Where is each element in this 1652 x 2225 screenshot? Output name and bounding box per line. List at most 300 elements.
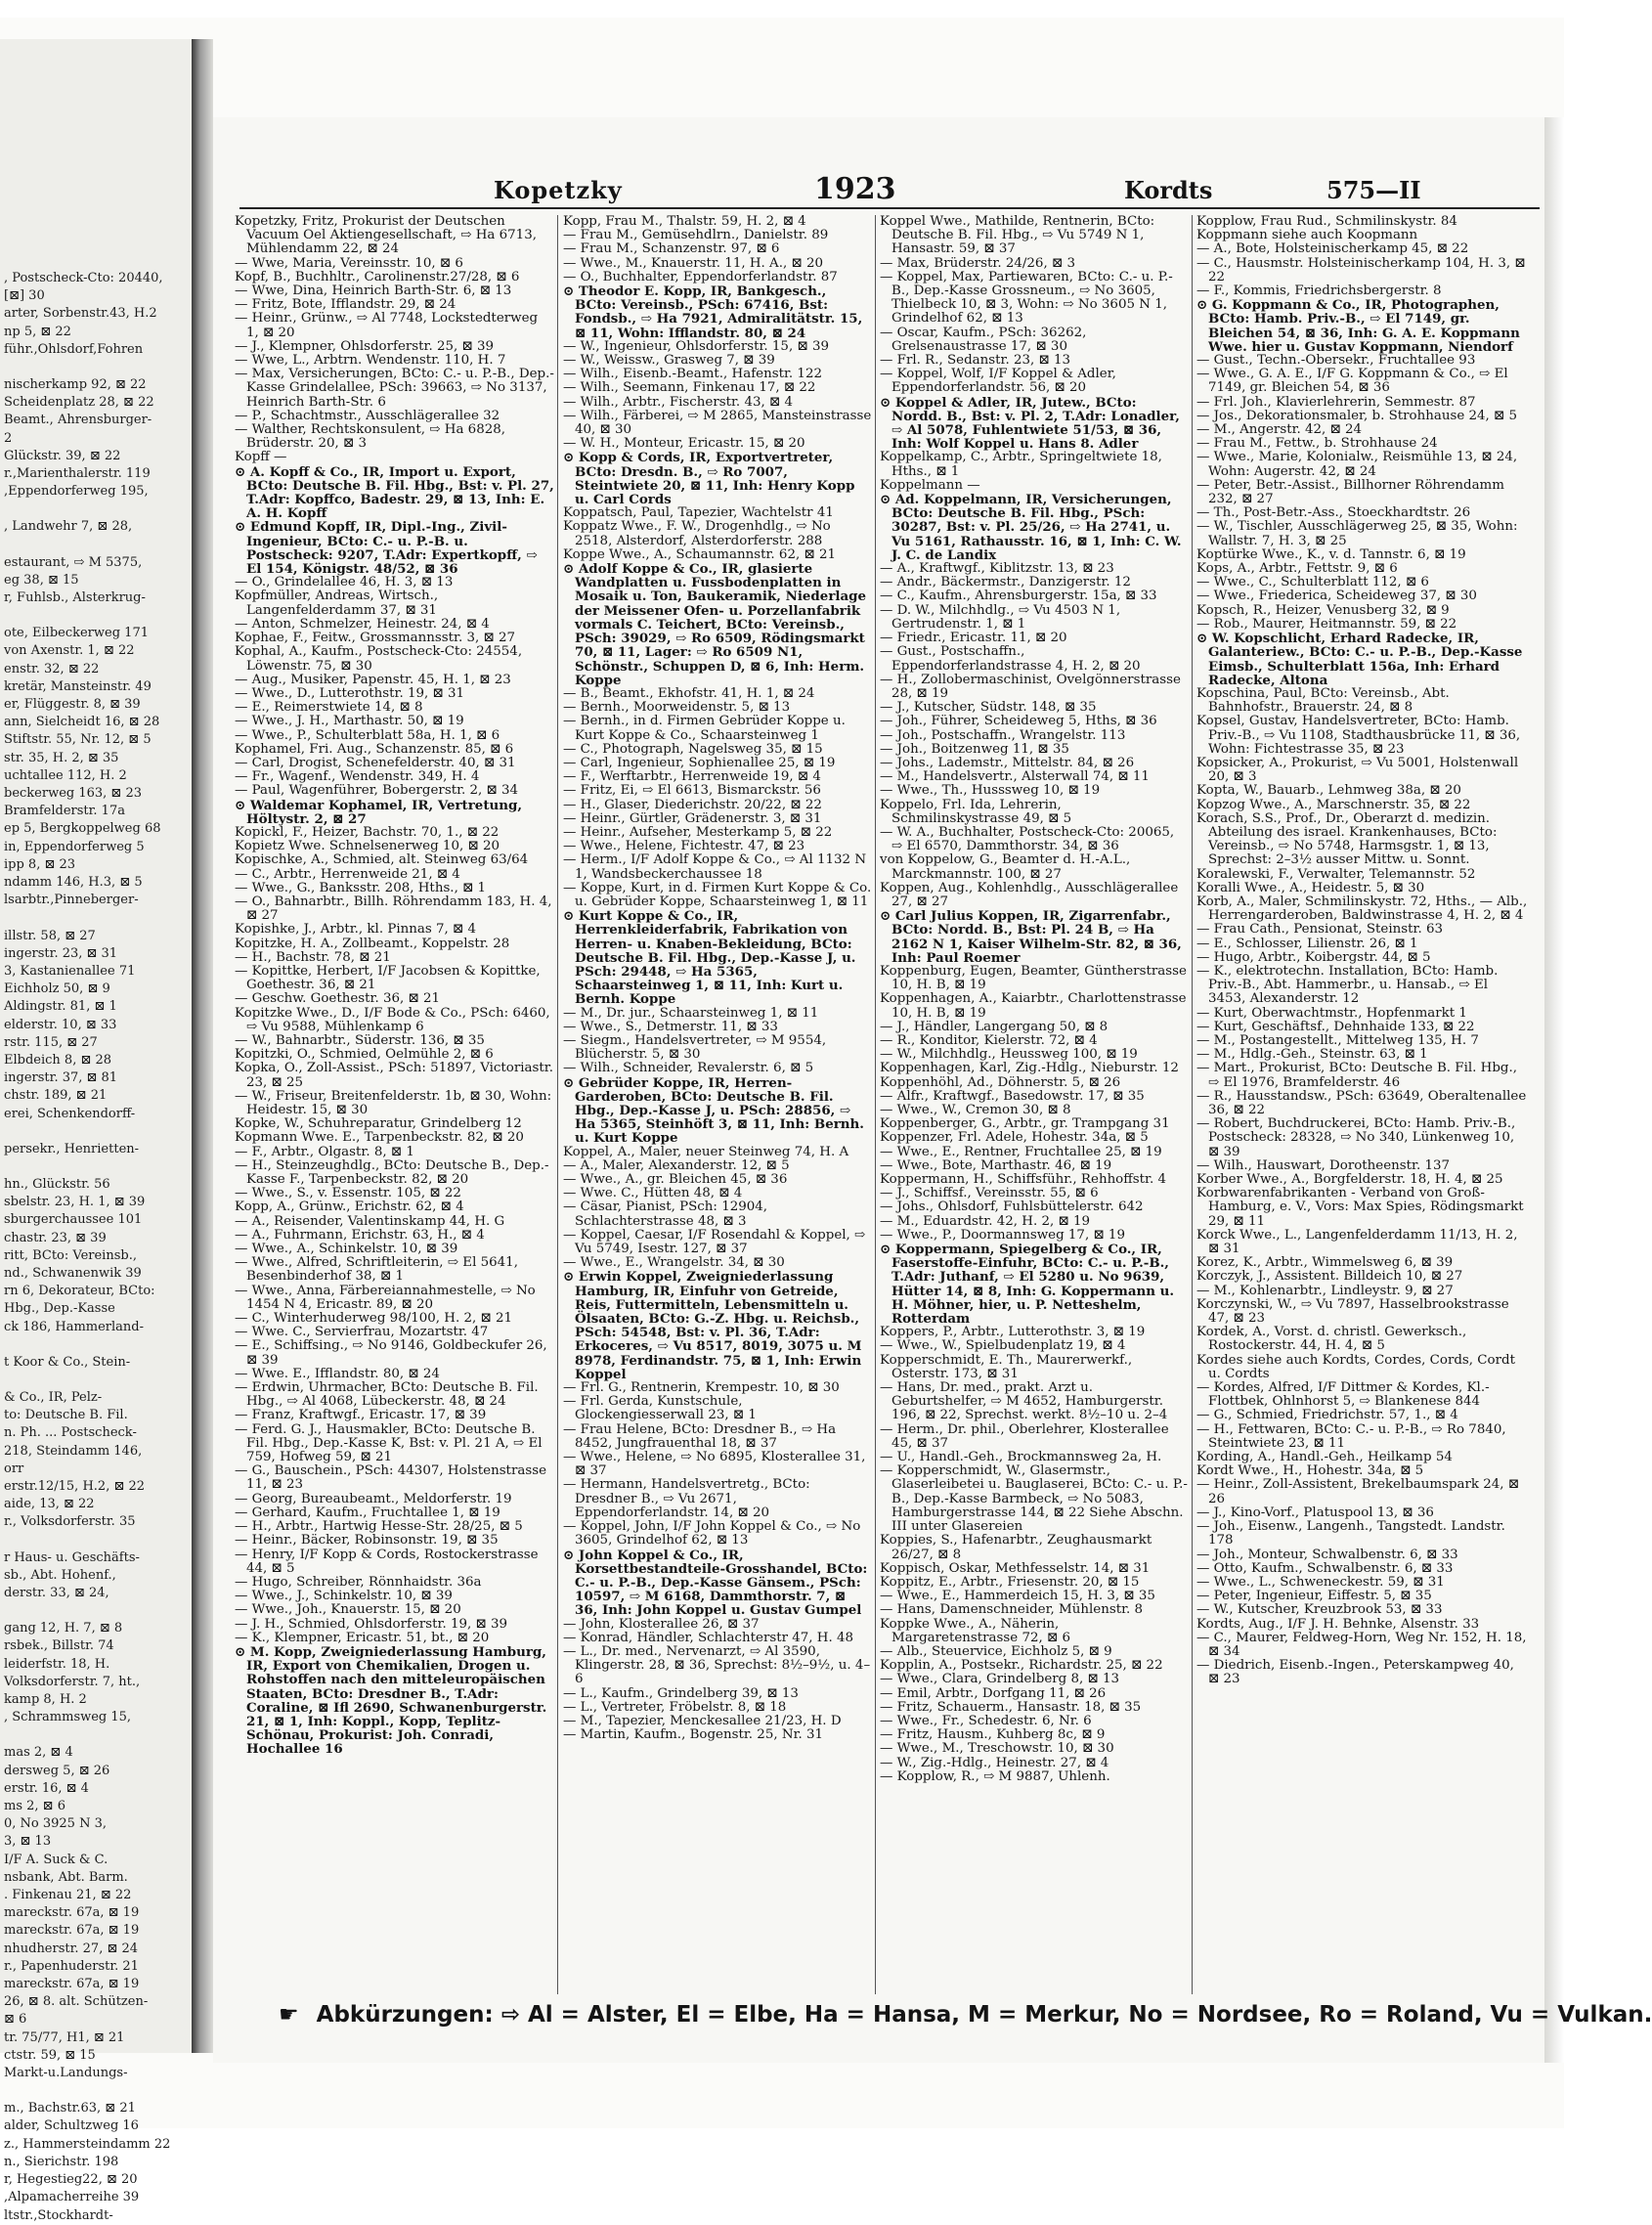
directory-entry: ⊙ Gebrüder Koppe, IR, Herren-Garderoben, BCto: Deutsche B. Fil. Hbg., Dep.-Kasse J, u. PSch: 28856, ⇨ Ha 5365, Steinhöft 3, ⊠ 11, Inh: Bernh. u. Kurt Koppe bbox=[563, 1074, 864, 1147]
directory-entry: Korber Wwe., A., Borgfelderstr. 18, H. 4, ⊠ 25 bbox=[1196, 1172, 1503, 1188]
directory-entry: — W. H., Monteur, Ericastr. 15, ⊠ 20 bbox=[563, 436, 805, 452]
directory-entry: — Emil, Arbtr., Dorfgang 11, ⊠ 26 bbox=[880, 1685, 1107, 1701]
directory-entry: Koppenburg, Eugen, Beamter, Güntherstrasse 10, H. B, ⊠ 19 bbox=[880, 963, 1187, 993]
directory-entry: Kopka, O., Zoll-Assist., PSch: 51897, Victoriastr. 23, ⊠ 25 bbox=[235, 1061, 553, 1090]
directory-entry: — J., Kutscher, Südstr. 148, ⊠ 35 bbox=[880, 700, 1097, 716]
directory-entry: — E., Reimerstwiete 14, ⊠ 8 bbox=[235, 700, 423, 716]
directory-entry: — Wilh., Seemann, Finkenau 17, ⊠ 22 bbox=[563, 380, 816, 396]
directory-entry: — Frl. Gerda, Kunstschule, Glockengiesserwall 23, ⊠ 1 bbox=[563, 1394, 757, 1423]
left-page-line: illstr. 58, ⊠ 27 bbox=[4, 928, 96, 943]
directory-entry: — W., Friseur, Breitenfelderstr. 1b, ⊠ 30, Wohn: Heidestr. 15, ⊠ 30 bbox=[235, 1088, 552, 1117]
directory-entry: — Otto, Kaufm., Schwalbenstr. 6, ⊠ 33 bbox=[1196, 1560, 1454, 1576]
directory-entry: — Friedr., Ericastr. 11, ⊠ 20 bbox=[880, 631, 1067, 646]
directory-entry: — G., Schmied, Friedrichstr. 57, 1., ⊠ 4 bbox=[1196, 1408, 1458, 1423]
directory-entry: Koppenzer, Frl. Adele, Hohestr. 34a, ⊠ 5 bbox=[880, 1130, 1149, 1146]
directory-entry: — Jos., Dekorationsmaler, b. Strohhause 24, ⊠ 5 bbox=[1196, 408, 1518, 423]
left-page-line: to: Deutsche B. Fil. bbox=[4, 1408, 128, 1423]
directory-entry: Kopitzke Wwe., D., I/F Bode & Co., PSch: 6460, ⇨ Vu 9588, Mühlenkamp 6 bbox=[235, 1005, 550, 1034]
left-page-line: Stiftstr. 55, Nr. 12, ⊠ 5 bbox=[4, 732, 152, 748]
left-page-line bbox=[4, 1372, 180, 1389]
left-page-line: er, Flüggestr. 8, ⊠ 39 bbox=[4, 697, 141, 713]
directory-entry: — Kurt, Oberwachtmstr., Hopfenmarkt 1 bbox=[1196, 1005, 1467, 1021]
directory-entry: Koppitz, E., Arbtr., Friesenstr. 20, ⊠ 15 bbox=[880, 1574, 1140, 1590]
directory-entry: — Joh., Eisenw., Langenh., Tangstedt. Landstr. 178 bbox=[1196, 1519, 1505, 1549]
directory-entry: — Siegm., Handelsvertreter, ⇨ M 9554, Blücherstr. 5, ⊠ 30 bbox=[563, 1032, 827, 1063]
directory-entry: — Paul, Wagenführer, Bobergerstr. 2, ⊠ 34 bbox=[235, 783, 519, 799]
directory-entry: — Wwe., P., Schulterblatt 58a, H. 1, ⊠ 6 bbox=[235, 727, 500, 743]
directory-entry: — Wwe., E., Wrangelstr. 34, ⊠ 30 bbox=[563, 1255, 785, 1271]
left-page-line: r., Papenhuderstr. 21 bbox=[4, 1958, 139, 1974]
directory-entry: — Heinr., Grünw., ⇨ Al 7748, Lockstedterweg 1, ⊠ 20 bbox=[235, 311, 539, 340]
directory-entry: — Henry, I/F Kopp & Cords, Rostockerstrasse 44, ⊠ 5 bbox=[235, 1547, 539, 1576]
directory-entry: — Robert, Buchdruckerei, BCto: Hamb. Priv.-B., Postscheck: 28328, ⇨ No 340, Lünkenweg 10, ⊠ 39 bbox=[1196, 1116, 1516, 1159]
left-page-line: ,Alpamacherreihe 39 bbox=[4, 2190, 140, 2205]
directory-entry: — Frau M., Schanzenstr. 97, ⊠ 6 bbox=[563, 241, 780, 257]
left-page-line: gang 12, H. 7, ⊠ 8 bbox=[4, 1621, 123, 1636]
directory-entry: — Joh., Monteur, Schwalbenstr. 6, ⊠ 33 bbox=[1196, 1547, 1458, 1562]
directory-entry: ⊙ G. Koppmann & Co., IR, Photographen, BCto: Hamb. Priv.-B., ⇨ El 7149, gr. Bleichen 54, ⊠ 36, Inh: G. A. E. Koppmann Wwe. hier u. Gustav Koppmann, Niendorf bbox=[1196, 297, 1520, 355]
directory-entry: — Georg, Bureaubeamt., Meldorferstr. 19 bbox=[235, 1491, 512, 1506]
directory-entry: Kopta, W., Bauarb., Lehmweg 38a, ⊠ 20 bbox=[1196, 783, 1461, 799]
directory-entry: — M., Dr. jur., Schaarsteinweg 1, ⊠ 11 bbox=[563, 1005, 819, 1021]
directory-entry: ⊙ Ad. Koppelmann, IR, Versicherungen, BCto: Deutsche B. Fil. Hbg., PSch: 30287, Bst: v. Pl. 25/26, ⇨ Ha 2741, u. Vu 5161, Rathausstr. 16, ⊠ 1, Inh: C. W. J. C. de Landix bbox=[880, 492, 1182, 563]
directory-entry: Koppenhagen, Karl, Zig.-Hdlg., Nieburstr. 12 bbox=[880, 1061, 1179, 1076]
left-page-line bbox=[4, 910, 180, 928]
directory-entry: — Wwe., A., gr. Bleichen 45, ⊠ 36 bbox=[563, 1172, 788, 1188]
directory-entry: — K., elektrotechn. Installation, BCto: Hamb. Priv.-B., Abt. Hammerbr., u. Hansab., ⇨ El 3453, Alexanderstr. 12 bbox=[1196, 963, 1499, 1007]
left-page-fragment bbox=[0, 39, 205, 2223]
book-gutter bbox=[192, 39, 213, 2053]
left-page-line: Glückstr. 39, ⊠ 22 bbox=[4, 448, 121, 463]
directory-entry: — Heinr., Zoll-Assistent, Brekelbaumspark 24, ⊠ 26 bbox=[1196, 1477, 1520, 1506]
left-page-line bbox=[4, 2082, 180, 2100]
directory-entry: — Wwe., Bote, Marthastr. 46, ⊠ 19 bbox=[880, 1157, 1112, 1173]
directory-entry: — Fritz, Bote, Ifflandstr. 29, ⊠ 24 bbox=[235, 297, 456, 313]
directory-entry: — Heinr., Gürtler, Grädenerstr. 3, ⊠ 31 bbox=[563, 810, 822, 826]
directory-entry: — K., Klempner, Ericastr. 51, bt., ⊠ 20 bbox=[235, 1630, 490, 1645]
directory-entry: — John, Klosterallee 26, ⊠ 37 bbox=[563, 1616, 760, 1632]
left-page-line: m., Bachstr.63, ⊠ 21 bbox=[4, 2101, 136, 2116]
directory-entry: ⊙ Kopp & Cords, IR, Exportvertreter, BCto: Dresdn. B., ⇨ Ro 7007, Steintwiete 20, ⊠ 11, Inh: Henry Kopp u. Carl Cords bbox=[563, 450, 855, 508]
directory-entry: ⊙ M. Kopp, Zweigniederlassung Hamburg, IR, Export von Chemikalien, Drogen u. Rohstoffen nach den mitteleuropäischen Staaten, BCto: Dresdner B., T.Adr: Coraline, ⊠ Ifl 2690, Schwanenburgerstr. 21, ⊠ 1, Inh: Koppl., Kopp, Teplitz-Schönau, Prokurist: Joh. Conradi, Hochallee 16 bbox=[235, 1643, 547, 1758]
left-page-line: mas 2, ⊠ 4 bbox=[4, 1745, 73, 1761]
left-page-line: persekr., Henrietten- bbox=[4, 1141, 140, 1156]
directory-entry: — Wwe, Maria, Vereinsstr. 10, ⊠ 6 bbox=[235, 255, 463, 271]
directory-entry: — Wwe., Alfred, Schriftleiterin, ⇨ El 5641, Besenbinderhof 38, ⊠ 1 bbox=[235, 1255, 518, 1285]
directory-entry: — H., Bachstr. 78, ⊠ 21 bbox=[235, 949, 391, 965]
directory-entry: — Johs., Ohlsdorf, Fuhlsbüttelerstr. 642 bbox=[880, 1200, 1144, 1215]
left-page-line: mareckstr. 67a, ⊠ 19 bbox=[4, 1923, 140, 1939]
directory-entry: ⊙ Koppel & Adler, IR, Jutew., BCto: Nordd. B., Bst: v. Pl. 2, T.Adr: Lonadler, ⇨ Al 5078, Fuhlentwiete 51/53, ⊠ 36, Inh: Wolf Koppel u. Hans 8. Adler bbox=[880, 394, 1180, 453]
header-left-word: Kopetzky bbox=[494, 176, 623, 204]
left-page-line: ep 5, Bergkoppelweg 68 bbox=[4, 821, 161, 837]
directory-entry: — G., Bauschein., PSch: 44307, Holstenstrasse 11, ⊠ 23 bbox=[235, 1463, 546, 1493]
directory-entry: — O., Grindelallee 46, H. 3, ⊠ 13 bbox=[235, 575, 454, 590]
left-page-line: aide, 13, ⊠ 22 bbox=[4, 1497, 95, 1512]
directory-entry: — Joh., Postschaffn., Wrangelstr. 113 bbox=[880, 727, 1126, 743]
directory-entry: — Gust., Postschaffn., Eppendorferlandstrasse 4, H. 2, ⊠ 20 bbox=[880, 644, 1141, 674]
left-page-line: in, Eppendorferweg 5 bbox=[4, 839, 145, 854]
directory-entry: — Frau Cath., Pensionat, Steinstr. 63 bbox=[1196, 922, 1444, 938]
directory-entry: — Max, Brüderstr. 24/26, ⊠ 3 bbox=[880, 255, 1075, 271]
left-page-line: hn., Glückstr. 56 bbox=[4, 1176, 110, 1192]
directory-entry: — Heinr., Aufseher, Mesterkamp 5, ⊠ 22 bbox=[563, 824, 833, 840]
left-page-line: enstr. 32, ⊠ 22 bbox=[4, 661, 100, 676]
directory-entry: — R., Hausstandsw., PSch: 63649, Oberaltenallee 36, ⊠ 22 bbox=[1196, 1088, 1527, 1117]
left-page-line: estaurant, ⇨ M 5375, bbox=[4, 554, 143, 570]
directory-entry: — Ferd. G. J., Hausmakler, BCto: Deutsche B. Fil. Hbg., Dep.-Kasse K, Bst: v. Pl. 21 A, ⇨ El 759, Hofweg 59, ⊠ 21 bbox=[235, 1421, 543, 1465]
directory-entry: — W., Zig.-Hdlg., Heinestr. 27, ⊠ 4 bbox=[880, 1755, 1109, 1770]
directory-entry: Koppers, P., Arbtr., Lutterothstr. 3, ⊠ 19 bbox=[880, 1325, 1146, 1340]
directory-entry: — Wwe., Friederica, Scheideweg 37, ⊠ 30 bbox=[1196, 589, 1477, 604]
left-page-line: 3, Kastanienallee 71 bbox=[4, 963, 136, 979]
left-page-line: tr. 75/77, H1, ⊠ 21 bbox=[4, 2029, 125, 2045]
directory-column-2 bbox=[563, 215, 872, 1994]
left-page-line: rsbek., Billstr. 74 bbox=[4, 1638, 114, 1654]
directory-entry: — O., Bahnarbtr., Billh. Röhrendamm 183, H. 4, ⊠ 27 bbox=[235, 894, 552, 924]
column-divider bbox=[875, 215, 876, 1994]
left-page-line: von Axenstr. 1, ⊠ 22 bbox=[4, 643, 135, 659]
directory-entry: — J., Kino-Vorf., Platuspool 13, ⊠ 36 bbox=[1196, 1505, 1434, 1520]
directory-entry: ⊙ Erwin Koppel, Zweigniederlassung Hamburg, IR, Einfuhr von Getreide, Reis, Futtermitteln, Lebensmitteln u. Ölsaaten, BCto: G.-Z. Hbg. u. Reichsb., PSch: 54548, Bst: v. Pl. 36, T.Adr: Erkoceres, ⇨ Vu 8517, 8019, 3075 u. M 8978, Ferdinandstr. 75, ⊠ 1, Inh: Erwin Koppel bbox=[563, 1269, 862, 1382]
directory-entry: Koppenberger, G., Arbtr., gr. Trampgang 31 bbox=[880, 1116, 1170, 1132]
header-rule bbox=[239, 207, 1540, 209]
directory-entry: — Wwe., E., Rentner, Fruchtallee 25, ⊠ 19 bbox=[880, 1144, 1162, 1159]
directory-entry: — Hermann, Handelsvertretg., BCto: Dresdner B., ⇨ Vu 2671, Eppendorferlandstr. 14, ⊠ 20 bbox=[563, 1477, 810, 1520]
directory-entry: Kopetzky, Fritz, Prokurist der Deutschen Vacuum Oel Aktiengesellschaft, ⇨ Ha 6713, Mühlendamm 22, ⊠ 24 bbox=[235, 214, 537, 257]
left-page-line: Beamt., Ahrensburger- bbox=[4, 413, 152, 428]
directory-entry: — Wwe. C., Hütten 48, ⊠ 4 bbox=[563, 1186, 743, 1201]
directory-entry: — Wwe, Dina, Heinrich Barth-Str. 6, ⊠ 13 bbox=[235, 284, 512, 299]
directory-entry: — Wwe., L., Schweneckestr. 59, ⊠ 31 bbox=[1196, 1574, 1445, 1590]
directory-entry: Kophamel, Fri. Aug., Schanzenstr. 85, ⊠ 6 bbox=[235, 741, 514, 757]
directory-entry: Koppatz Wwe., F. W., Drogenhdlg., ⇨ No 2518, Alsterdorf, Alsterdorferstr. 288 bbox=[563, 519, 831, 548]
left-page-line: erstr.12/15, H.2, ⊠ 22 bbox=[4, 1478, 146, 1494]
directory-entry: Kopp, Frau M., Thalstr. 59, H. 2, ⊠ 4 bbox=[563, 214, 806, 229]
left-page-line: Eichholz 50, ⊠ 9 bbox=[4, 982, 110, 997]
directory-entry: — Wwe., Th., Husssweg 10, ⊠ 19 bbox=[880, 783, 1101, 799]
left-page-line: r, Fuhlsb., Alsterkrug- bbox=[4, 590, 146, 606]
directory-entry: — Wwe., Helene, ⇨ No 6895, Klosterallee 31, ⊠ 37 bbox=[563, 1450, 866, 1479]
directory-entry: — O., Buchhalter, Eppendorferlandstr. 87 bbox=[563, 269, 838, 284]
directory-entry: — Diedrich, Eisenb.-Ingen., Peterskampweg 40, ⊠ 23 bbox=[1196, 1658, 1514, 1687]
directory-entry: — Koppel, Caesar, I/F Rosendahl & Koppel, ⇨ Vu 5749, Isestr. 127, ⊠ 37 bbox=[563, 1227, 866, 1257]
directory-entry: Koppelo, Frl. Ida, Lehrerin, Schmilinskystrasse 49, ⊠ 5 bbox=[880, 797, 1072, 826]
left-page-line bbox=[4, 607, 180, 625]
directory-entry: — Wwe., Anna, Färbereiannahmestelle, ⇨ No 1454 N 4, Ericastr. 89, ⊠ 20 bbox=[235, 1283, 536, 1312]
right-page-edge bbox=[1544, 117, 1564, 2063]
left-page-line: Volksdorferstr. 7, ht., bbox=[4, 1674, 141, 1689]
left-page-line: sburgerchaussee 101 bbox=[4, 1212, 143, 1228]
directory-entry: ⊙ A. Kopff & Co., IR, Import u. Export, BCto: Deutsche B. Fil. Hbg., Bst: v. Pl. 27, T.Adr: Kopffco, Badestr. 29, ⊠ 13, Inh: E. A. H. Kopff bbox=[235, 463, 554, 522]
directory-entry: — Wwe., M., Knauerstr. 11, H. A., ⊠ 20 bbox=[563, 255, 824, 271]
left-page-line: rn 6, Dekorateur, BCto: bbox=[4, 1284, 155, 1299]
directory-entry: — H., Glaser, Diederichstr. 20/22, ⊠ 22 bbox=[563, 797, 822, 812]
left-page-line: beckerweg 163, ⊠ 23 bbox=[4, 786, 143, 802]
left-page-line bbox=[4, 1532, 180, 1549]
directory-entry: Kopickl, F., Heizer, Bachstr. 70, 1., ⊠ 22 bbox=[235, 824, 500, 840]
directory-entry: Korach, S.S., Prof., Dr., Oberarzt d. medizin. Abteilung des israel. Krankenhauses, BCto: Vereinsb., ⇨ No 5748, Harmsgstr. 1, ⊠ 13, Sprechst: 2–3½ ausser Mittw. u. Sonnt. bbox=[1196, 810, 1498, 868]
left-page-line: elderstr. 10, ⊠ 33 bbox=[4, 1017, 117, 1032]
directory-entry: Korbwarenfabrikanten - Verband von Groß-Hamburg, e. V., Vors: Max Spies, Rödingsmarkt 29, ⊠ 11 bbox=[1196, 1186, 1524, 1229]
directory-entry: — C., Arbtr., Herrenweide 21, ⊠ 4 bbox=[235, 866, 460, 882]
directory-entry: Kordt Wwe., H., Hohestr. 34a, ⊠ 5 bbox=[1196, 1463, 1424, 1479]
directory-entry: — Wilh., Schneider, Revalerstr. 6, ⊠ 5 bbox=[563, 1061, 814, 1076]
directory-entry: — Kopperschmidt, W., Glasermstr., Glaserleibetei u. Bauglaserei, BCto: C.- u. P.-B., Dep.-Kasse Barmbeck, ⇨ No 5083, Hamburgerstrasse 144, ⊠ 22 Siehe Abschn. III unter Glasereien bbox=[880, 1463, 1188, 1535]
directory-entry: Kopff — bbox=[235, 450, 287, 465]
directory-entry: — J., Klempner, Ohlsdorferstr. 25, ⊠ 39 bbox=[235, 338, 495, 354]
directory-entry: — B., Beamt., Ekhofstr. 41, H. 1, ⊠ 24 bbox=[563, 685, 815, 701]
directory-entry: Koralewski, F., Verwalter, Telemannstr. 52 bbox=[1196, 866, 1476, 882]
column-divider bbox=[557, 215, 558, 1994]
left-page-line: mareckstr. 67a, ⊠ 19 bbox=[4, 1905, 140, 1921]
header-year: 1923 bbox=[814, 172, 896, 206]
directory-entry: — Wilh., Hauswart, Dorotheenstr. 137 bbox=[1196, 1157, 1451, 1173]
directory-entry: Koppelmann — bbox=[880, 477, 980, 493]
directory-entry: — Wwe., Joh., Knauerstr. 15, ⊠ 20 bbox=[235, 1602, 461, 1618]
directory-entry: — Alfr., Kraftwgf., Basedowstr. 17, ⊠ 35 bbox=[880, 1088, 1145, 1104]
directory-column-4 bbox=[1196, 215, 1529, 1994]
directory-entry: — Kordes, Alfred, I/F Dittmer & Kordes, Kl.-Flottbek, Ohlnhorst 5, ⇨ Blankenese 844 bbox=[1196, 1380, 1490, 1410]
left-page-line: str. 35, H. 2, ⊠ 35 bbox=[4, 750, 119, 765]
directory-entry: Kopitzke, H. A., Zollbeamt., Koppelstr. 28 bbox=[235, 936, 510, 951]
directory-entry: — Joh., Boitzenweg 11, ⊠ 35 bbox=[880, 741, 1069, 757]
directory-entry: — Frau M., Gemüsehdlrn., Danielstr. 89 bbox=[563, 228, 829, 243]
left-page-line: z., Hammersteindamm 22 bbox=[4, 2136, 171, 2152]
directory-entry: — Kopittke, Herbert, I/F Jacobsen & Kopittke, Goethestr. 36, ⊠ 21 bbox=[235, 963, 541, 993]
directory-entry: — Peter, Betr.-Assist., Billhorner Röhrendamm 232, ⊠ 27 bbox=[1196, 477, 1504, 507]
page-header bbox=[239, 153, 1540, 206]
directory-entry: ⊙ Kurt Koppe & Co., IR, Herrenkleiderfabrik, Fabrikation von Herren- u. Knaben-Bekleidung, BCto: Deutsche B. Fil. Hbg., Dep.-Kasse J, u. PSch: 29448, ⇨ Ha 5365, Schaarsteinweg 1, ⊠ 11, Inh: Kurt u. Bernh. Koppe bbox=[563, 908, 856, 1008]
pointing-hand-icon: ☛ bbox=[279, 2002, 299, 2028]
left-page-line: 3, ⊠ 13 bbox=[4, 1834, 52, 1850]
left-page-line: 26, ⊠ 8. alt. Schützen- bbox=[4, 1994, 149, 2010]
left-page-line: Markt-u.Landungs- bbox=[4, 2066, 128, 2081]
directory-entry: — E., Schlosser, Lilienstr. 26, ⊠ 1 bbox=[1196, 936, 1418, 951]
directory-entry: — J., Händler, Langergang 50, ⊠ 8 bbox=[880, 1019, 1109, 1034]
left-page-line: mareckstr. 67a, ⊠ 19 bbox=[4, 1977, 140, 1992]
directory-entry: — Hugo, Arbtr., Koibergstr. 44, ⊠ 5 bbox=[1196, 949, 1431, 965]
directory-entry: — Fritz, Hausm., Kuhberg 8c, ⊠ 9 bbox=[880, 1727, 1106, 1743]
directory-entry: Kording, A., Handl.-Geh., Heilkamp 54 bbox=[1196, 1450, 1453, 1465]
left-page-line bbox=[4, 1158, 180, 1176]
left-page-line bbox=[4, 359, 180, 376]
left-page-line: kamp 8, H. 2 bbox=[4, 1692, 87, 1708]
left-page-line: ctstr. 59, ⊠ 15 bbox=[4, 2047, 96, 2063]
directory-entry: — Bernh., in d. Firmen Gebrüder Koppe u. Kurt Koppe & Co., Schaarsteinweg 1 bbox=[563, 714, 846, 743]
left-page-line: r, Hegestieg22, ⊠ 20 bbox=[4, 2172, 138, 2188]
directory-entry: — Aug., Musiker, Papenstr. 45, H. 1, ⊠ 23 bbox=[235, 672, 511, 687]
abbreviations-footer bbox=[279, 2002, 1652, 2041]
directory-entry: Koppel, A., Maler, neuer Steinweg 74, H. A bbox=[563, 1144, 849, 1159]
directory-entry: — F., Arbtr., Olgastr. 8, ⊠ 1 bbox=[235, 1144, 414, 1159]
left-page-line: erstr. 16, ⊠ 4 bbox=[4, 1780, 89, 1796]
directory-entry: — F., Werftarbtr., Herrenweide 19, ⊠ 4 bbox=[563, 769, 821, 785]
directory-entry: — F., Kommis, Friedrichsbergerstr. 8 bbox=[1196, 284, 1442, 299]
directory-entry: — J., Schiffsf., Vereinsstr. 55, ⊠ 6 bbox=[880, 1186, 1099, 1201]
directory-entry: — Wwe. E., Ifflandstr. 80, ⊠ 24 bbox=[235, 1366, 440, 1381]
left-page-line: nischerkamp 92, ⊠ 22 bbox=[4, 377, 147, 393]
directory-entry: — Wilh., Färberei, ⇨ M 2865, Mansteinstrasse 40, ⊠ 30 bbox=[563, 408, 872, 438]
directory-entry: Kopf, B., Buchhltr., Carolinenstr.27/28, ⊠ 6 bbox=[235, 269, 520, 284]
directory-entry: Korczynski, W., ⇨ Vu 7897, Hasselbrookstrasse 47, ⊠ 23 bbox=[1196, 1296, 1509, 1327]
directory-entry: Kordts, Aug., I/F J. H. Behnke, Alsenstr. 33 bbox=[1196, 1616, 1480, 1632]
directory-entry: — Carl, Ingenieur, Sophienallee 25, ⊠ 19 bbox=[563, 755, 836, 770]
left-page-line: 2 bbox=[4, 430, 13, 446]
left-page-line bbox=[4, 501, 180, 518]
directory-entry: — Wwe., C., Schulterblatt 112, ⊠ 6 bbox=[1196, 575, 1429, 590]
left-page-line bbox=[4, 537, 180, 554]
directory-entry: — R., Konditor, Kielerstr. 72, ⊠ 4 bbox=[880, 1032, 1098, 1048]
top-margin bbox=[0, 0, 1564, 18]
directory-entry: — Koppe, Kurt, in d. Firmen Kurt Koppe & Co. u. Gebrüder Koppe, Schaarsteinweg 1, ⊠ 11 bbox=[563, 880, 872, 909]
directory-entry: — Koppel, John, I/F John Koppel & Co., ⇨ No 3605, Grindelhof 62, ⊠ 13 bbox=[563, 1519, 861, 1549]
left-page-line: nhudherstr. 27, ⊠ 24 bbox=[4, 1941, 139, 1956]
left-page-line: chastr. 23, ⊠ 39 bbox=[4, 1230, 107, 1245]
directory-entry: — Carl, Drogist, Schenefelderstr. 40, ⊠ 31 bbox=[235, 755, 516, 770]
directory-entry: — L., Kaufm., Grindelberg 39, ⊠ 13 bbox=[563, 1685, 799, 1701]
left-page-line: ltstr.,Stockhardt- bbox=[4, 2207, 113, 2223]
directory-entry: Korb, A., Maler, Schmilinskystr. 72, Hths., — Alb., Herrengarderoben, Baldwinstrasse 4, H. 2, ⊠ 4 bbox=[1196, 894, 1528, 924]
directory-entry: — Wwe., Fr., Schedestr. 6, Nr. 6 bbox=[880, 1713, 1092, 1728]
left-page-line: ingerstr. 23, ⊠ 31 bbox=[4, 945, 118, 961]
directory-column-1 bbox=[235, 215, 554, 1994]
directory-entry: — C., Photograph, Nagelsweg 35, ⊠ 15 bbox=[563, 741, 823, 757]
directory-entry: Korczyk, J., Assistent. Billdeich 10, ⊠ 27 bbox=[1196, 1269, 1463, 1285]
left-page-line: I/F A. Suck & C. bbox=[4, 1852, 109, 1867]
directory-entry: — Peter, Ingenieur, Eiffestr. 5, ⊠ 35 bbox=[1196, 1589, 1432, 1604]
directory-entry: — Fritz, Ei, ⇨ El 6613, Bismarckstr. 56 bbox=[563, 783, 821, 799]
left-page-line: chstr. 189, ⊠ 21 bbox=[4, 1088, 108, 1104]
directory-entry: — Frl. G., Rentnerin, Krempestr. 10, ⊠ 30 bbox=[563, 1380, 840, 1396]
left-page-line: ms 2, ⊠ 6 bbox=[4, 1799, 65, 1814]
left-page-line: uchtallee 112, H. 2 bbox=[4, 767, 127, 783]
left-page-line: n. Ph. ... Postscheck- bbox=[4, 1425, 137, 1441]
left-page-line: Hbg., Dep.-Kasse bbox=[4, 1301, 115, 1317]
directory-entry: — Walther, Rechtskonsulent, ⇨ Ha 6828, Brüderstr. 20, ⊠ 3 bbox=[235, 422, 506, 452]
directory-entry: Korck Wwe., L., Langenfelderdamm 11/13, H. 2, ⊠ 31 bbox=[1196, 1227, 1518, 1257]
directory-entry: — C., Kaufm., Ahrensburgerstr. 15a, ⊠ 33 bbox=[880, 589, 1157, 604]
directory-entry: — C., Winterhuderweg 98/100, H. 2, ⊠ 21 bbox=[235, 1311, 513, 1327]
directory-entry: — P., Schachtmstr., Ausschlägerallee 32 bbox=[235, 408, 500, 423]
left-page-line: ck 186, Hammerland- bbox=[4, 1319, 145, 1334]
directory-entry: — W., Kutscher, Kreuzbrook 53, ⊠ 33 bbox=[1196, 1602, 1443, 1618]
left-page-line: alder, Schultzweg 16 bbox=[4, 2118, 139, 2134]
left-page-line bbox=[4, 1726, 180, 1744]
directory-entry: — Konrad, Händler, Schlachterstr 47, H. 48 bbox=[563, 1630, 854, 1645]
directory-entry: — Koppel, Max, Partiewaren, BCto: C.- u. P.-B., Dep.-Kasse Grossneum., ⇨ No 3605, Thielbeck 10, ⊠ 3, Wohn: ⇨ No 3605 N 1, Grindelhof 62, ⊠ 13 bbox=[880, 269, 1173, 327]
column-divider bbox=[1192, 215, 1193, 1994]
directory-entry: — Wwe., P., Doormannsweg 17, ⊠ 19 bbox=[880, 1227, 1125, 1243]
left-page-line: leiderfstr. 18, H. bbox=[4, 1656, 110, 1672]
directory-entry: Koppatsch, Paul, Tapezier, Wachtelstr 41 bbox=[563, 505, 834, 521]
directory-entry: Koppe Wwe., A., Schaumannstr. 62, ⊠ 21 bbox=[563, 546, 836, 562]
directory-entry: — Herm., Dr. phil., Oberlehrer, Klosterallee 45, ⊠ 37 bbox=[880, 1421, 1169, 1451]
directory-entry: — M., Hdlg.-Geh., Steinstr. 63, ⊠ 1 bbox=[1196, 1047, 1428, 1063]
directory-entry: Koppenhagen, A., Kaiarbtr., Charlottenstrasse 10, H. B, ⊠ 19 bbox=[880, 991, 1187, 1021]
directory-column-3 bbox=[880, 215, 1189, 1994]
directory-entry: ⊙ Waldemar Kophamel, IR, Vertretung, Höltystr. 2, ⊠ 27 bbox=[235, 797, 523, 827]
directory-entry: — Bernh., Moorweidenstr. 5, ⊠ 13 bbox=[563, 700, 791, 716]
directory-entry: — Wwe., E., Hammerdeich 15, H. 3, ⊠ 35 bbox=[880, 1589, 1155, 1604]
directory-entry: — Fritz, Schauerm., Hansastr. 18, ⊠ 35 bbox=[880, 1699, 1142, 1715]
directory-entry: — Franz, Kraftwgf., Ericastr. 17, ⊠ 39 bbox=[235, 1408, 487, 1423]
directory-entry: — Frau M., Fettw., b. Strohhause 24 bbox=[1196, 436, 1438, 452]
directory-entry: — Hugo, Schreiber, Rönnhaidstr. 36a bbox=[235, 1574, 482, 1590]
abbreviations-text: Abkürzungen: ⇨ Al = Alster, El = Elbe, Ha = Hansa, M = Merkur, No = Nordsee, Ro = Roland, Vu = Vulkan. bbox=[316, 2002, 1652, 2028]
directory-entry: — E., Schiffsing., ⇨ No 9146, Goldbeckufer 26, ⊠ 39 bbox=[235, 1338, 547, 1368]
directory-entry: — Heinr., Bäcker, Robinsonstr. 19, ⊠ 35 bbox=[235, 1533, 499, 1549]
directory-entry: — M., Eduardstr. 42, H. 2, ⊠ 19 bbox=[880, 1213, 1091, 1229]
directory-entry: — Wwe., W., Spielbudenplatz 19, ⊠ 4 bbox=[880, 1338, 1126, 1354]
directory-entry: Kopsicker, A., Prokurist, ⇨ Vu 5001, Holstenwall 20, ⊠ 3 bbox=[1196, 755, 1519, 785]
left-page-line: 218, Steindamm 146, bbox=[4, 1443, 143, 1459]
directory-entry: — H., Arbtr., Hartwig Hesse-Str. 28/25, ⊠ 5 bbox=[235, 1519, 523, 1535]
left-page-line: erei, Schenkendorff- bbox=[4, 1106, 136, 1121]
left-page-line: n., Sierichstr. 198 bbox=[4, 2154, 119, 2169]
directory-entry: — Joh., Führer, Scheideweg 5, Hths, ⊠ 36 bbox=[880, 714, 1157, 729]
left-page-line: [⊠] 30 bbox=[4, 288, 45, 304]
directory-entry: — H., Zollobermaschinist, Ovelgönnerstrasse 28, ⊠ 19 bbox=[880, 672, 1181, 701]
left-page-line: Elbdeich 8, ⊠ 28 bbox=[4, 1052, 112, 1068]
left-page-line: , Landwehr 7, ⊠ 28, bbox=[4, 519, 133, 535]
left-page-line: r Haus- u. Geschäfts- bbox=[4, 1549, 140, 1565]
directory-entry: — Koppel, Wolf, I/F Koppel & Adler, Eppendorferlandstr. 56, ⊠ 20 bbox=[880, 367, 1116, 396]
directory-entry: — Wwe., S., v. Essenstr. 105, ⊠ 22 bbox=[235, 1186, 461, 1201]
left-page-line: führ.,Ohlsdorf,Fohren bbox=[4, 341, 144, 357]
directory-entry: Kopzog Wwe., A., Marschnerstr. 35, ⊠ 22 bbox=[1196, 797, 1471, 812]
left-page-line: Aldingstr. 81, ⊠ 1 bbox=[4, 999, 117, 1015]
directory-entry: Kopplin, A., Postsekr., Richardstr. 25, ⊠ 22 bbox=[880, 1658, 1163, 1674]
directory-entry: — J. H., Schmied, Ohlsdorferstr. 19, ⊠ 39 bbox=[235, 1616, 508, 1632]
directory-entry: — W., Bahnarbtr., Süderstr. 136, ⊠ 35 bbox=[235, 1032, 485, 1048]
left-page-line: t Koor & Co., Stein- bbox=[4, 1354, 131, 1370]
directory-entry: — Wwe, L., Arbtrn. Wendenstr. 110, H. 7 bbox=[235, 353, 506, 369]
directory-entry: — H., Steinzeughdlg., BCto: Deutsche B., Dep.-Kasse F., Tarpenbeckstr. 82, ⊠ 20 bbox=[235, 1157, 549, 1188]
directory-entry: ⊙ Adolf Koppe & Co., IR, glasierte Wandplatten u. Fussbodenplatten in Mosaik u. Ton, Baukeramik, Niederlage der Meissener Ofen- u. Porzellanfabrik vormals C. Teichert, BCto: Vereinsb., PSch: 39029, ⇨ Ro 6509, Rödingsmarkt 70, ⊠ 11, Lager: ⇨ Ro 6509 N1, Schönstr., Schuppen D, ⊠ 6, Inh: Herm. Koppe bbox=[563, 561, 867, 688]
directory-entry: — Fr., Wagenf., Wendenstr. 349, H. 4 bbox=[235, 769, 480, 785]
directory-entry: Kopitzki, O., Schmied, Oelmühle 2, ⊠ 6 bbox=[235, 1047, 494, 1063]
directory-entry: Kopmann Wwe. E., Tarpenbeckstr. 82, ⊠ 20 bbox=[235, 1130, 524, 1146]
directory-entry: — D. W., Milchhdlg., ⇨ Vu 4503 N 1, Gertrudenstr. 1, ⊠ 1 bbox=[880, 602, 1121, 632]
directory-entry: — Kopplow, R., ⇨ M 9887, Uhlenh. bbox=[880, 1768, 1110, 1784]
directory-entry: — L., Vertreter, Fröbelstr. 8, ⊠ 18 bbox=[563, 1699, 787, 1715]
left-page-text bbox=[4, 270, 180, 2223]
left-page-line: ⊠ 6 bbox=[4, 2012, 27, 2028]
directory-entry: von Koppelow, G., Beamter d. H.-A.L., Marckmannstr. 100, ⊠ 27 bbox=[880, 852, 1131, 882]
left-page-line bbox=[4, 1336, 180, 1354]
directory-entry: Koppel Wwe., Mathilde, Rentnerin, BCto: Deutsche B. Fil. Hbg., ⇨ Vu 5749 N 1, Hansastr. 59, ⊠ 37 bbox=[880, 214, 1155, 257]
directory-entry: Kopp, A., Grünw., Erichstr. 62, ⊠ 4 bbox=[235, 1200, 464, 1215]
directory-entry: — M., Postangestellt., Mittelweg 135, H. 7 bbox=[1196, 1032, 1479, 1048]
directory-entry: — Martin, Kaufm., Bogenstr. 25, Nr. 31 bbox=[563, 1727, 824, 1743]
left-page-line: Bramfelderstr. 17a bbox=[4, 804, 125, 819]
directory-entry: ⊙ Koppermann, Spiegelberg & Co., IR, Faserstoffe-Einfuhr, BCto: C.- u. P.-B., T.Adr: Juthanf, ⇨ El 5280 u. No 9639, Hütter 14, ⊠ 8, Inh: G. Koppermann u. H. Möhner, hier, u. P. Netteshelm, Rotterdam bbox=[880, 1242, 1175, 1328]
directory-entry: — Wwe., J., Schinkelstr. 10, ⊠ 39 bbox=[235, 1589, 453, 1604]
directory-entry: ⊙ John Koppel & Co., IR, Korsettbestandteile-Grosshandel, BCto: C.- u. P.-B., Dep.-Kasse Gänsem., PSch: 10597, ⇨ M 6168, Dammthorstr. 7, ⊠ 36, Inh: John Koppel u. Gustav Gumpel bbox=[563, 1547, 868, 1619]
directory-entry: — A., Fuhrmann, Erichstr. 63, H., ⊠ 4 bbox=[235, 1227, 485, 1243]
directory-entry: — Wwe., Marie, Kolonialw., Reismühle 13, ⊠ 24, Wohn: Augerstr. 42, ⊠ 24 bbox=[1196, 450, 1518, 479]
left-page-line: ipp 8, ⊠ 23 bbox=[4, 856, 76, 872]
directory-entry: Kopietz Wwe. Schnelsenerweg 10, ⊠ 20 bbox=[235, 839, 500, 854]
directory-entry: — Alb., Steuervice, Eichholz 5, ⊠ 9 bbox=[880, 1643, 1112, 1659]
directory-entry: — Erdwin, Uhrmacher, BCto: Deutsche B. Fil. Hbg., ⇨ Al 4068, Lübeckerstr. 48, ⊠ 24 bbox=[235, 1380, 539, 1410]
left-page-line: arter, Sorbenstr.43, H.2 bbox=[4, 306, 157, 322]
directory-entry: — Wwe., S., Detmerstr. 11, ⊠ 33 bbox=[563, 1019, 778, 1034]
directory-entry: — Hans, Dr. med., prakt. Arzt u. Geburtshelfer, ⇨ M 4652, Hamburgerstr. 196, ⊠ 22, Sprechst. werkt. 8½–10 u. 2–4 bbox=[880, 1380, 1168, 1423]
left-page-line bbox=[4, 1602, 180, 1620]
left-page-line: , Postscheck-Cto: 20440, bbox=[4, 271, 163, 285]
